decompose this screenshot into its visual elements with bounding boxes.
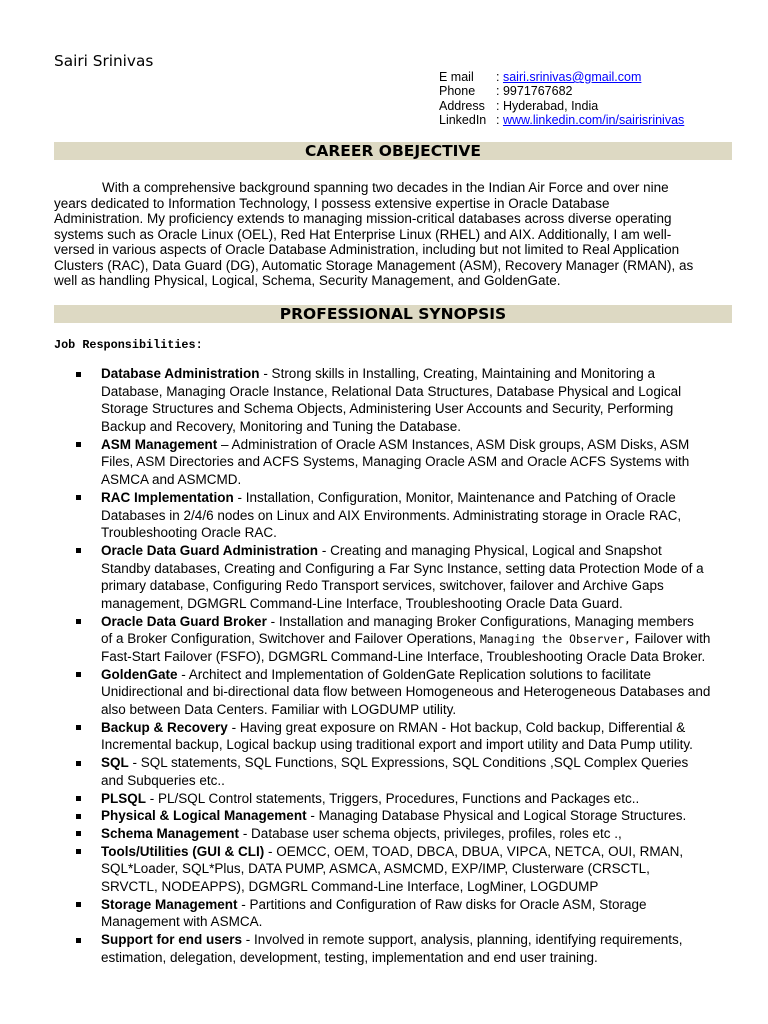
responsibility-end-user-support	[0, 931, 768, 966]
item-line	[101, 489, 768, 507]
item-line	[101, 754, 768, 772]
item-title: SQL	[101, 755, 129, 771]
item-line: Incremental backup, Logical backup using traditional export and import utility and Data Pump utility.	[101, 737, 693, 753]
item-text: Failover with	[634, 631, 711, 647]
item-line: Standby databases, Creating and Configuring a Far Sync Instance, setting data Protection Mode of a	[101, 560, 704, 576]
item-text: - Database user schema objects, privileges, profiles, roles etc .,	[242, 825, 622, 841]
objective-line: well as handling Physical, Logical, Schema, Security Management, and GoldenGate.	[54, 273, 561, 288]
email-label: E mail	[439, 70, 474, 84]
square-bullet-icon	[76, 619, 81, 624]
item-title: Tools/Utilities (GUI & CLI)	[101, 843, 265, 859]
square-bullet-icon	[76, 372, 81, 377]
item-title: Storage Management	[101, 896, 238, 912]
item-text: - OEMCC, OEM, TOAD, DBCA, DBUA, VIPCA, NETCA, OUI, RMAN,	[268, 843, 684, 859]
contact-email-row	[439, 70, 684, 84]
item-line	[101, 807, 768, 825]
objective-line: versed in various aspects of Oracle Database Administration, including but not limited to Real Application	[54, 242, 680, 257]
contact-linkedin-row	[439, 113, 684, 127]
item-line: Backup and Recovery, Monitoring and Tuning the Database.	[101, 419, 461, 435]
item-title: Oracle Data Guard Broker	[101, 613, 267, 629]
responsibility-goldengate	[0, 666, 768, 719]
contact-separator: :	[496, 113, 500, 128]
responsibility-tools-utilities	[0, 843, 768, 896]
square-bullet-icon	[76, 495, 81, 500]
objective-line: Clusters (RAC), Data Guard (DG), Automatic Storage Management (ASM), Recovery Manager (RMAN), as	[54, 257, 694, 273]
item-line: Fast-Start Failover (FSFO), DGMGRL Command-Line Interface, Troubleshooting Oracle Data Broker.	[101, 649, 706, 664]
phone-label: Phone	[439, 84, 476, 99]
item-title: ASM Management	[101, 436, 218, 452]
responsibility-sql	[0, 754, 768, 789]
item-line	[101, 666, 768, 684]
item-line: Files, ASM Directories and ACFS Systems, Managing Oracle ASM and Oracle ACFS Systems with	[101, 454, 690, 470]
item-line	[101, 436, 768, 454]
contact-address-row	[439, 99, 684, 113]
item-line: management, DGMGRL Command-Line Interface, Troubleshooting Oracle Data Guard.	[101, 595, 623, 611]
item-line: SRVCTL, NODEAPPS), DGMGRL Command-Line Interface, LogMiner, LOGDUMP	[101, 878, 599, 894]
responsibility-plsql	[0, 790, 768, 808]
item-text: - Strong skills in Installing, Creating, Maintaining and Monitoring a	[263, 366, 656, 381]
item-text: - Installation, Configuration, Monitor, Maintenance and Patching of Oracle	[237, 489, 676, 505]
item-text: - Managing Database Physical and Logical Storage Structures.	[310, 808, 687, 824]
responsibility-physical-logical-management	[0, 807, 768, 825]
candidate-name: Sairi Srinivas	[54, 52, 154, 70]
item-line: also between Data Centers. Familiar with LOGDUMP utility.	[101, 702, 457, 718]
item-text: - Installation and managing Broker Configurations, Managing members	[270, 613, 694, 629]
square-bullet-icon	[76, 761, 81, 766]
item-text: - Involved in remote support, analysis, planning, identifying requirements,	[245, 932, 683, 947]
address-value: Hyderabad, India	[502, 98, 599, 113]
item-line	[101, 931, 768, 949]
responsibility-storage-management	[0, 896, 768, 931]
responsibility-data-guard-broker	[0, 613, 768, 666]
item-text: - Architect and Implementation of GoldenGate Replication solutions to facilitate	[181, 666, 652, 682]
contact-separator: :	[496, 70, 500, 84]
item-line: Troubleshooting Oracle RAC.	[101, 525, 277, 541]
item-line	[101, 896, 768, 914]
item-line: Databases in 2/4/6 nodes on Linux and AIX Environments. Administrating storage in Oracle RAC,	[101, 507, 682, 523]
objective-line: years dedicated to Information Technology, I possess extensive expertise in Oracle Database	[54, 195, 610, 211]
item-line	[101, 542, 768, 560]
item-title: Database Administration	[101, 366, 260, 381]
item-line	[101, 365, 768, 383]
contact-separator: :	[496, 98, 500, 113]
item-title: Support for end users	[101, 932, 243, 947]
job-responsibilities-subheading: Job Responsibilities:	[54, 338, 203, 352]
professional-synopsis-heading: PROFESSIONAL SYNOPSIS	[54, 305, 732, 323]
item-line: primary database, Configuring Redo Transport services, switchover, failover and Archive Gaps	[101, 578, 664, 594]
item-title: Backup & Recovery	[101, 719, 228, 735]
item-title: PLSQL	[101, 790, 147, 806]
responsibilities-list	[0, 365, 768, 966]
item-text: - Having great exposure on RMAN - Hot backup, Cold backup, Differential &	[231, 719, 686, 735]
item-text: - SQL statements, SQL Functions, SQL Expressions, SQL Conditions ,SQL Complex Queries	[132, 755, 689, 771]
item-line: Management with ASMCA.	[101, 914, 263, 930]
item-line: Database, Managing Oracle Instance, Relational Data Structures, Database Physical and Logical	[101, 383, 682, 399]
item-line: and Subqueries etc..	[101, 772, 225, 788]
responsibility-asm-management	[0, 436, 768, 489]
square-bullet-icon	[76, 725, 81, 730]
responsibility-database-administration	[0, 365, 768, 436]
square-bullet-icon	[76, 849, 81, 854]
item-text: – Administration of Oracle ASM Instances, ASM Disk groups, ASM Disks, ASM	[221, 436, 690, 452]
item-line	[101, 843, 768, 861]
item-text: - PL/SQL Control statements, Triggers, Procedures, Functions and Packages etc..	[149, 790, 640, 806]
linkedin-link[interactable]: www.linkedin.com/in/sairisrinivas	[502, 113, 685, 128]
responsibility-rac-implementation	[0, 489, 768, 542]
item-line	[101, 613, 768, 631]
address-label: Address	[439, 98, 485, 113]
item-title: Physical & Logical Management	[101, 808, 307, 824]
contact-separator: :	[496, 84, 500, 99]
item-text: - Partitions and Configuration of Raw disks for Oracle ASM, Storage	[241, 896, 647, 912]
contact-phone-row	[439, 84, 684, 98]
linkedin-label: LinkedIn	[439, 113, 487, 128]
item-line: Storage Structures and Schema Objects, Administering User Accounts and Security, Performing	[101, 401, 674, 417]
square-bullet-icon	[76, 814, 81, 819]
responsibility-backup-recovery	[0, 719, 768, 754]
contact-block	[439, 70, 684, 128]
item-text: - Creating and managing Physical, Logical and Snapshot	[321, 542, 662, 558]
item-text-mono: Managing the Observer,	[479, 632, 631, 647]
phone-value: 9971767682	[502, 84, 573, 99]
responsibility-schema-management	[0, 825, 768, 843]
square-bullet-icon	[76, 938, 81, 943]
item-title: Oracle Data Guard Administration	[101, 542, 319, 558]
item-title: GoldenGate	[101, 666, 178, 682]
item-line: ASMCA and ASMCMD.	[101, 472, 242, 488]
square-bullet-icon	[76, 548, 81, 553]
square-bullet-icon	[76, 902, 81, 907]
objective-line: systems such as Oracle Linux (OEL), Red Hat Enterprise Linux (RHEL) and AIX. Additionally, I am well-	[54, 226, 672, 242]
objective-line: With a comprehensive background spanning two decades in the Indian Air Force and over nine	[102, 180, 669, 195]
career-objective-heading: CAREER OBEJECTIVE	[54, 142, 732, 160]
item-line	[101, 719, 768, 737]
item-line	[101, 825, 768, 843]
career-objective-paragraph	[54, 180, 693, 289]
item-line	[101, 630, 768, 648]
item-line: Unidirectional and bi-directional data flow between Homogeneous and Heterogeneous Databases and	[101, 684, 711, 700]
item-title: RAC Implementation	[101, 489, 234, 505]
email-link[interactable]: sairi.srinivas@gmail.com	[502, 70, 642, 84]
item-line: estimation, delegation, development, testing, implementation and end user training.	[101, 949, 598, 965]
responsibility-data-guard-administration	[0, 542, 768, 613]
square-bullet-icon	[76, 672, 81, 677]
objective-line: Administration. My proficiency extends to managing mission-critical databases across diverse operating	[54, 211, 672, 226]
item-title: Schema Management	[101, 825, 240, 841]
item-line: SQL*Loader, SQL*Plus, DATA PUMP, ASMCA, ASMCMD, EXP/IMP, Clusterware (CRSCTL,	[101, 861, 650, 877]
item-line	[101, 790, 768, 808]
square-bullet-icon	[76, 796, 81, 801]
square-bullet-icon	[76, 442, 81, 447]
square-bullet-icon	[76, 831, 81, 836]
item-text: of a Broker Configuration, Switchover and Failover Operations,	[101, 631, 477, 647]
